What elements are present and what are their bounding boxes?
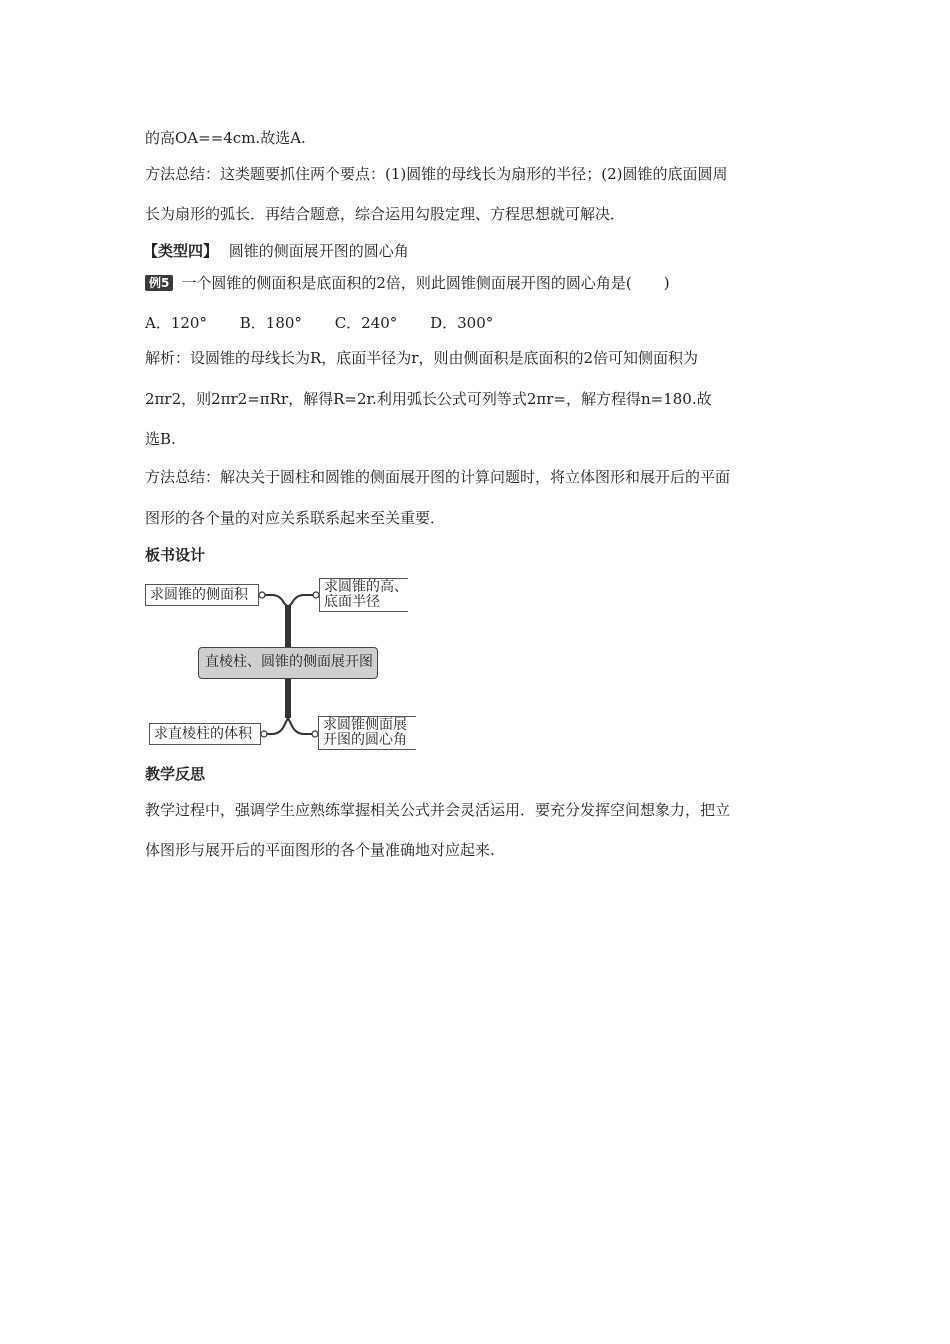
method-summary-1: 方法总结：这类题要抓住两个要点：(1)圆锥的母线长为扇形的半径；(2)圆锥的底面圆周: [145, 165, 728, 183]
node-cone-central-angle: [318, 716, 416, 750]
branch-bottom-right: [288, 718, 313, 734]
text-line: 图形的各个量的对应关系联系起来至关重要．: [145, 509, 446, 527]
analysis-3: 选B.: [145, 430, 176, 448]
text-line: 的高OA==4cm.故选A.: [145, 129, 306, 147]
node-center-topic: 直棱柱、圆锥的侧面展开图: [198, 647, 378, 679]
node-prism-volume: 求直棱柱的体积: [149, 723, 261, 745]
analysis-1: 解析：设圆锥的母线长为R，底面半径为r，则由侧面积是底面积的2倍可知侧面积为: [145, 349, 699, 367]
type-heading: 【类型四】: [143, 242, 219, 260]
type-title: 圆锥的侧面展开图的圆心角: [228, 242, 409, 260]
node-line: 求圆锥侧面展: [323, 717, 407, 733]
option-b: B．180°: [239, 314, 302, 332]
example-row: [145, 272, 815, 294]
example-close: ): [663, 274, 670, 292]
node-cone-height-radius: [319, 578, 408, 612]
option-d: D．300°: [430, 314, 494, 332]
analysis-2: 2πr2，则2πr2=πRr，解得R=2r.利用弧长公式可列等式2πr=，解方程得n=180.故: [145, 390, 712, 408]
text-line: 长为扇形的弧长．再结合题意，综合运用勾股定理、方程思想就可解决．: [145, 205, 626, 223]
branch-top-right: [288, 595, 314, 607]
board-heading: 板书设计: [145, 546, 206, 564]
type-heading-row: [143, 240, 813, 262]
connector-dot: [261, 731, 267, 737]
option-a: A．120°: [145, 314, 207, 332]
node-line: 底面半径: [324, 594, 380, 610]
branch-bottom-left: [264, 718, 288, 734]
reflection-2: 体图形与展开后的平面图形的各个量准确地对应起来.: [145, 841, 495, 859]
node-line: 开图的圆心角: [323, 732, 407, 748]
example-badge: 例5: [145, 275, 173, 291]
example-question: 一个圆锥的侧面积是底面积的2倍，则此圆锥侧面展开图的圆心角是(: [181, 274, 632, 292]
method-summary-2: 方法总结：解决关于圆柱和圆锥的侧面展开图的计算问题时，将立体图形和展开后的平面: [145, 468, 731, 486]
connector-dot: [259, 592, 265, 598]
reflection-1: 教学过程中，强调学生应熟练掌握相关公式并会灵活运用．要充分发挥空间想象力，把立: [145, 801, 731, 819]
node-cone-lateral-area: 求圆锥的侧面积: [145, 584, 259, 606]
node-line: 求圆锥的高、: [324, 579, 408, 595]
reflection-heading: 教学反思: [145, 765, 206, 783]
option-c: C．240°: [334, 314, 398, 332]
options-row: [145, 312, 815, 334]
branch-top-left: [262, 595, 288, 607]
